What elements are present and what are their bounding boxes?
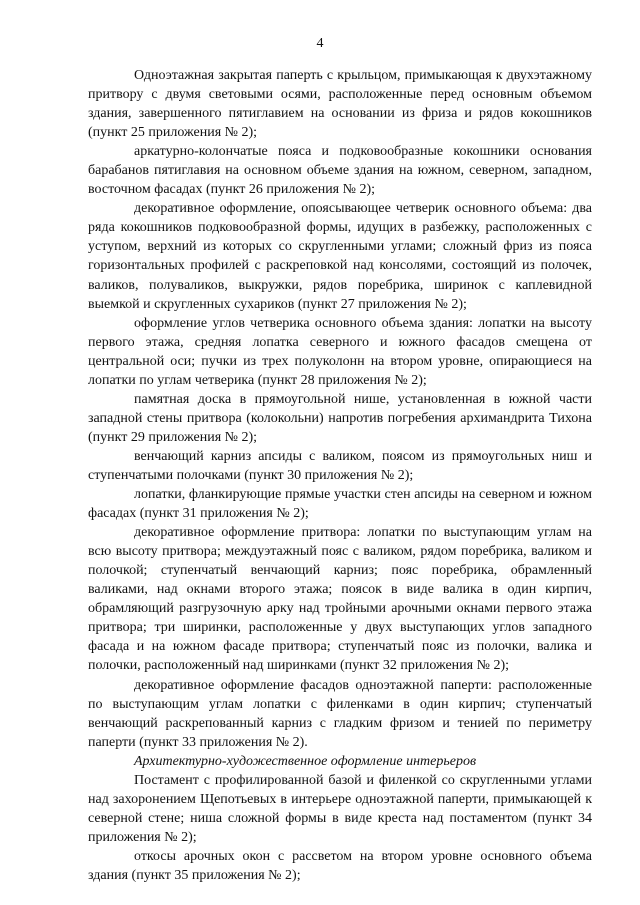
paragraph-34: Постамент с профилированной базой и филенкой со скругленными углами над захоронением Щепотьевых в интерьере одноэтажной паперти, примыкающей к северной стене; ниша сложной формы в виде креста над постаментом (пункт 34 приложения № 2); (88, 772, 592, 845)
paragraph-27: декоративное оформление, опоясывающее четверик основного объема: два ряда кокошников подковообразной формы, идущих в разбежку, расположенных с уступом, верхний из которых со скругленными углами; сложный фриз из пояса горизонтальных профилей с раскреповкой над консолями, состоящий из полочек, валиков, полувaликов, выкружки, рядов поребрика, ширинок с каплевидной выемкой и скругленных сухариков (пункт 27 приложения № 2); (88, 201, 592, 312)
paragraph-30: венчающий карниз апсиды с валиком, поясом из прямоугольных ниш и ступенчатыми полочками (пункт 30 приложения № 2); (88, 448, 592, 483)
section-heading: Архитектурно-художественное оформление интерьеров (134, 753, 477, 769)
paragraph-33: декоративное оформление фасадов одноэтажной паперти: расположенные по выступающим углам лопатки с филенками в один кирпич; ступенчатый венчающий раскрепованный карниз с гладким фризом и тенией по периметру паперти (пункт 33 приложения № 2). (88, 677, 592, 750)
paragraph-26: аркатурно-колончатые пояса и подковообразные кокошники основания барабанов пятиглавия на основном объеме здания на южном, северном, западном, восточном фасадах (пункт 26 приложения № 2); (88, 144, 592, 198)
paragraph-28: оформление углов четверика основного объема здания: лопатки на высоту первого этажа, средняя лопатка северного и южного фасадов смещена от центральной оси; пучки из трех полуколонн на втором уровне, опирающиеся на лопатки по углам четверика (пункт 28 приложения № 2); (88, 315, 592, 388)
paragraph-35: откосы арочных окон с рассветом на втором уровне основного объема здания (пункт 35 приложения № 2); (88, 848, 592, 883)
paragraph-31: лопатки, фланкирующие прямые участки стен апсиды на северном и южном фасадах (пункт 31 приложения № 2); (88, 487, 592, 522)
document-body (88, 66, 592, 885)
page-number: 4 (316, 36, 324, 51)
paragraph-29: памятная доска в прямоугольной нише, установленная в южной части западной стены притвора (колокольни) напротив погребения архимандрита Тихона (пункт 29 приложения № 2); (88, 391, 592, 445)
paragraph-25: Одноэтажная закрытая паперть с крыльцом, примыкающая к двухэтажному притвору с двумя световыми осями, расположенные перед основным объемом здания, завершенного пятиглавием на основании из фриза и рядов кокошников (пункт 25 приложения № 2); (88, 68, 592, 141)
paragraph-32: декоративное оформление притвора: лопатки по выступающим углам на всю высоту притвора; междуэтажный пояс с валиком, рядом поребрика, валиком и полочкой; ступенчатый венчающий карниз; пояс поребрика, обрамленный валиками, над окнами второго этажа; поясок в виде валика в один кирпич, обрамляющий разгрузочную арку над тройными арочными окнами первого этажа притвора; три ширинки, расположенные у двух выступающих углов западного фасада и на южном фасаде притвора; ступенчатый пояс из полочки, валика и полочки, расположенный над ширинками (пункт 32 приложения № 2); (88, 525, 592, 674)
